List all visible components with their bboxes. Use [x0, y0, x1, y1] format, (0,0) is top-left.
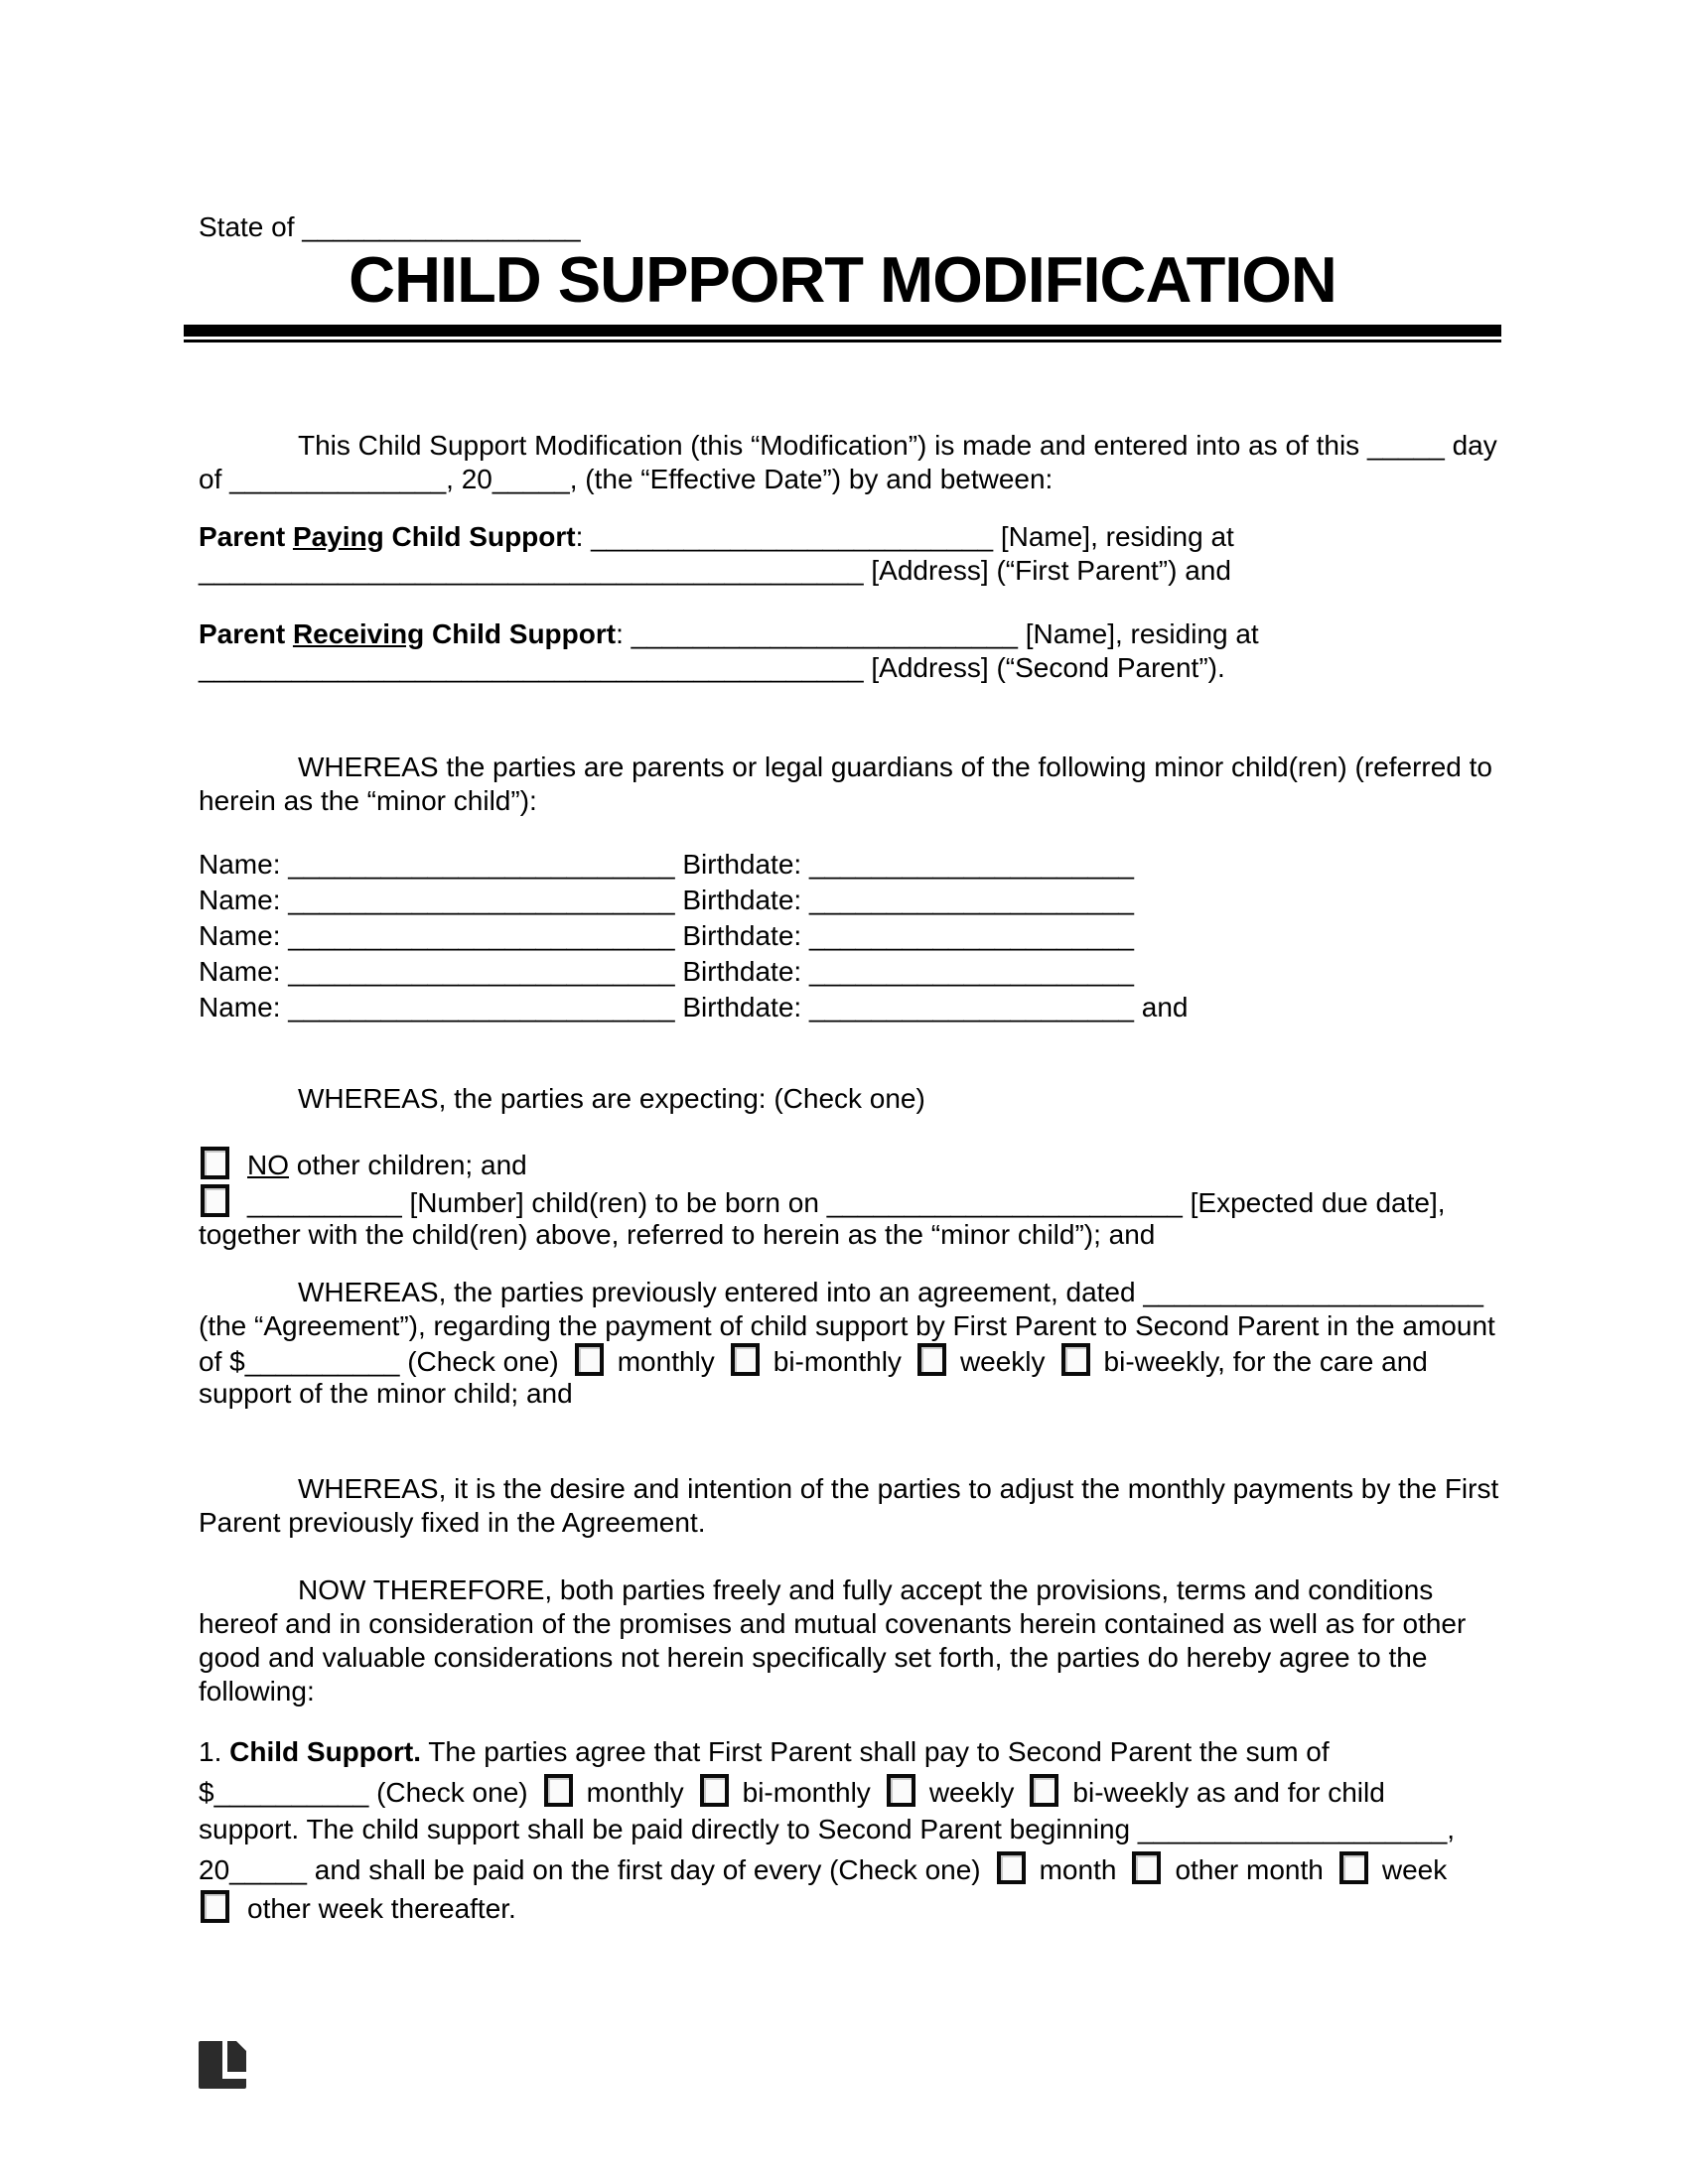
parent-paying-address-blank: ___________________________________________ [Address] (“First Parent”) and	[199, 555, 1231, 586]
child-name-row-4	[199, 955, 1489, 991]
state-of-line	[199, 210, 1489, 246]
birthdate-blank: _____________________	[801, 956, 1134, 987]
support-biweekly-label: bi-weekly as and for child	[1072, 1777, 1385, 1808]
checkbox-pay-month[interactable]	[997, 1851, 1026, 1884]
now-therefore-line-1	[199, 1573, 1589, 1609]
intro-text-1: This Child Support Modification (this “Modification”) is made and entered into as of this _____ day	[298, 430, 1497, 461]
support-monthly-label: monthly	[586, 1777, 684, 1808]
birthdate-label: Birthdate:	[682, 992, 802, 1023]
intro-paragraph-line-2	[199, 463, 1489, 498]
whereas-agreement-line-2	[199, 1309, 1495, 1345]
child-name-row-5	[199, 991, 1489, 1026]
support-amount-blank: $__________ (Check one)	[199, 1777, 528, 1808]
checkbox-agreement-biweekly[interactable]	[1061, 1343, 1090, 1376]
name-label: Name:	[199, 956, 281, 987]
parent-paying-name-blank: : __________________________ [Name], residing at	[575, 521, 1234, 552]
checkbox-expecting-number[interactable]	[201, 1184, 229, 1217]
title-rule-thick	[184, 325, 1501, 337]
section1-line-1	[199, 1735, 1489, 1771]
pay-other-week-label: other week thereafter.	[247, 1893, 516, 1924]
parent-receiving-line-2	[199, 651, 1489, 687]
section1-heading: Child Support.	[229, 1736, 421, 1767]
name-label: Name:	[199, 920, 281, 951]
birthdate-label: Birthdate:	[682, 956, 802, 987]
expecting-option-continuation	[199, 1218, 1489, 1254]
section1-line-4	[199, 1851, 1489, 1887]
name-blank: _________________________	[280, 885, 683, 915]
birthdate-blank: _____________________	[801, 849, 1134, 880]
parent-receiving-keyword: Receiving	[292, 618, 425, 649]
agreement-biweekly-label: bi-weekly, for the care and	[1103, 1346, 1428, 1377]
now-therefore-text-2: hereof and in consideration of the promises and mutual covenants herein contained as well as for other	[199, 1608, 1467, 1639]
whereas-agreement-text-1: WHEREAS, the parties previously entered into an agreement, dated ______________________	[298, 1277, 1483, 1307]
birthdate-label: Birthdate:	[682, 849, 802, 880]
name-blank: _________________________	[280, 956, 683, 987]
intro-paragraph-line-1	[199, 429, 1589, 465]
child-name-row-1	[199, 848, 1489, 884]
whereas-children-line-1	[199, 751, 1589, 786]
birthdate-blank: _____________________	[801, 920, 1134, 951]
whereas-agreement-line-3	[199, 1343, 1489, 1379]
checkbox-agreement-bimonthly[interactable]	[731, 1343, 760, 1376]
section1-text-1: The parties agree that First Parent shall pay to Second Parent the sum of	[421, 1736, 1330, 1767]
parent-paying-line-2	[199, 554, 1489, 590]
no-keyword: NO	[247, 1150, 289, 1180]
pay-week-label: week	[1381, 1854, 1448, 1885]
title-rule-thin	[184, 340, 1501, 342]
parent-receiving-label-2: Child Support	[424, 618, 617, 649]
birthdate-blank: _____________________	[801, 885, 1134, 915]
birthdate-label: Birthdate:	[682, 920, 802, 951]
child-name-row-3	[199, 919, 1489, 955]
whereas-expecting-text: WHEREAS, the parties are expecting: (Check one)	[298, 1083, 925, 1114]
birthdate-label: Birthdate:	[682, 885, 802, 915]
title-rule	[184, 325, 1501, 342]
whereas-intention-line-2	[199, 1506, 1489, 1542]
parent-receiving-line-1	[199, 617, 1489, 653]
section1-number: 1.	[199, 1736, 230, 1767]
section1-line-3	[199, 1813, 1489, 1848]
name-blank: _________________________	[280, 920, 683, 951]
whereas-expecting-heading	[199, 1082, 1589, 1118]
now-therefore-text-1: NOW THEREFORE, both parties freely and fully accept the provisions, terms and conditions	[298, 1574, 1434, 1605]
parent-receiving-name-blank: : _________________________ [Name], residing at	[616, 618, 1259, 649]
now-therefore-text-3: good and valuable considerations not herein specifically set forth, the parties do hereby agree to the	[199, 1642, 1428, 1673]
parent-paying-label: Parent	[199, 521, 293, 552]
section1-text-3: support. The child support shall be paid directly to Second Parent beginning ____________________,	[199, 1814, 1456, 1844]
and-suffix: and	[1134, 992, 1189, 1023]
whereas-children-text-1: WHEREAS the parties are parents or legal guardians of the following minor child(ren) (referred to	[298, 751, 1493, 782]
whereas-agreement-text-2: (the “Agreement”), regarding the payment of child support by First Parent to Second Parent in the amount	[199, 1310, 1495, 1341]
no-other-children-text: other children; and	[289, 1150, 527, 1180]
intro-text-2: of ______________, 20_____, (the “Effective Date”) by and between:	[199, 464, 1054, 494]
whereas-agreement-line-1	[199, 1276, 1589, 1311]
legaltemplates-logo	[199, 2041, 246, 2089]
checkbox-agreement-monthly[interactable]	[575, 1343, 604, 1376]
checkbox-support-bimonthly[interactable]	[700, 1774, 729, 1807]
support-bimonthly-label: bi-monthly	[742, 1777, 871, 1808]
state-of-text: State of __________________	[199, 211, 581, 242]
parent-paying-keyword: Paying	[292, 521, 384, 552]
checkbox-pay-other-week[interactable]	[201, 1890, 229, 1923]
agreement-monthly-label: monthly	[617, 1346, 715, 1377]
now-therefore-line-3	[199, 1641, 1489, 1677]
whereas-agreement-line-4	[199, 1377, 1489, 1413]
whereas-children-text-2: herein as the “minor child”):	[199, 785, 537, 816]
whereas-agreement-text-4: support of the minor child; and	[199, 1378, 573, 1409]
name-label: Name:	[199, 849, 281, 880]
parent-paying-label-2: Child Support	[383, 521, 576, 552]
page-title: CHILD SUPPORT MODIFICATION	[349, 243, 1336, 316]
checkbox-pay-week[interactable]	[1339, 1851, 1368, 1884]
checkbox-support-weekly[interactable]	[887, 1774, 915, 1807]
expecting-continuation-text: together with the child(ren) above, referred to herein as the “minor child”); and	[199, 1219, 1156, 1250]
now-therefore-line-4	[199, 1675, 1489, 1710]
whereas-intention-text-2: Parent previously fixed in the Agreement.	[199, 1507, 706, 1538]
section1-line-2	[199, 1774, 1489, 1810]
support-weekly-label: weekly	[928, 1777, 1015, 1808]
expecting-option-number	[199, 1184, 1489, 1220]
expecting-option-no	[199, 1147, 1489, 1182]
birthdate-blank: _____________________	[801, 992, 1134, 1023]
parent-receiving-label: Parent	[199, 618, 293, 649]
agreement-bimonthly-label: bi-monthly	[773, 1346, 902, 1377]
agreement-weekly-label: weekly	[959, 1346, 1046, 1377]
checkbox-agreement-weekly[interactable]	[917, 1343, 946, 1376]
now-therefore-text-4: following:	[199, 1676, 315, 1706]
checkbox-pay-other-month[interactable]	[1132, 1851, 1161, 1884]
whereas-children-line-2	[199, 784, 1489, 820]
section1-text-4: 20_____ and shall be paid on the first day of every (Check one)	[199, 1854, 981, 1885]
checkbox-support-monthly[interactable]	[544, 1774, 573, 1807]
expecting-number-text: __________ [Number] child(ren) to be born on _______________________ [Expected due date],	[247, 1187, 1446, 1218]
legaltemplates-logo-icon	[199, 2041, 246, 2089]
name-blank: _________________________	[280, 992, 683, 1023]
checkbox-support-biweekly[interactable]	[1030, 1774, 1058, 1807]
now-therefore-line-2	[199, 1607, 1489, 1643]
whereas-intention-text-1: WHEREAS, it is the desire and intention of the parties to adjust the monthly payments by the First	[298, 1473, 1499, 1504]
agreement-amount-blank: of $__________ (Check one)	[199, 1346, 559, 1377]
parent-receiving-address-blank: ___________________________________________ [Address] (“Second Parent”).	[199, 652, 1225, 683]
checkbox-no-other-children[interactable]	[201, 1147, 229, 1179]
section1-line-5	[199, 1890, 1489, 1926]
pay-other-month-label: other month	[1175, 1854, 1324, 1885]
whereas-intention-line-1	[199, 1472, 1589, 1508]
name-blank: _________________________	[280, 849, 683, 880]
parent-paying-line-1	[199, 520, 1489, 556]
child-name-row-2	[199, 884, 1489, 919]
name-label: Name:	[199, 885, 281, 915]
name-label: Name:	[199, 992, 281, 1023]
pay-month-label: month	[1039, 1854, 1117, 1885]
